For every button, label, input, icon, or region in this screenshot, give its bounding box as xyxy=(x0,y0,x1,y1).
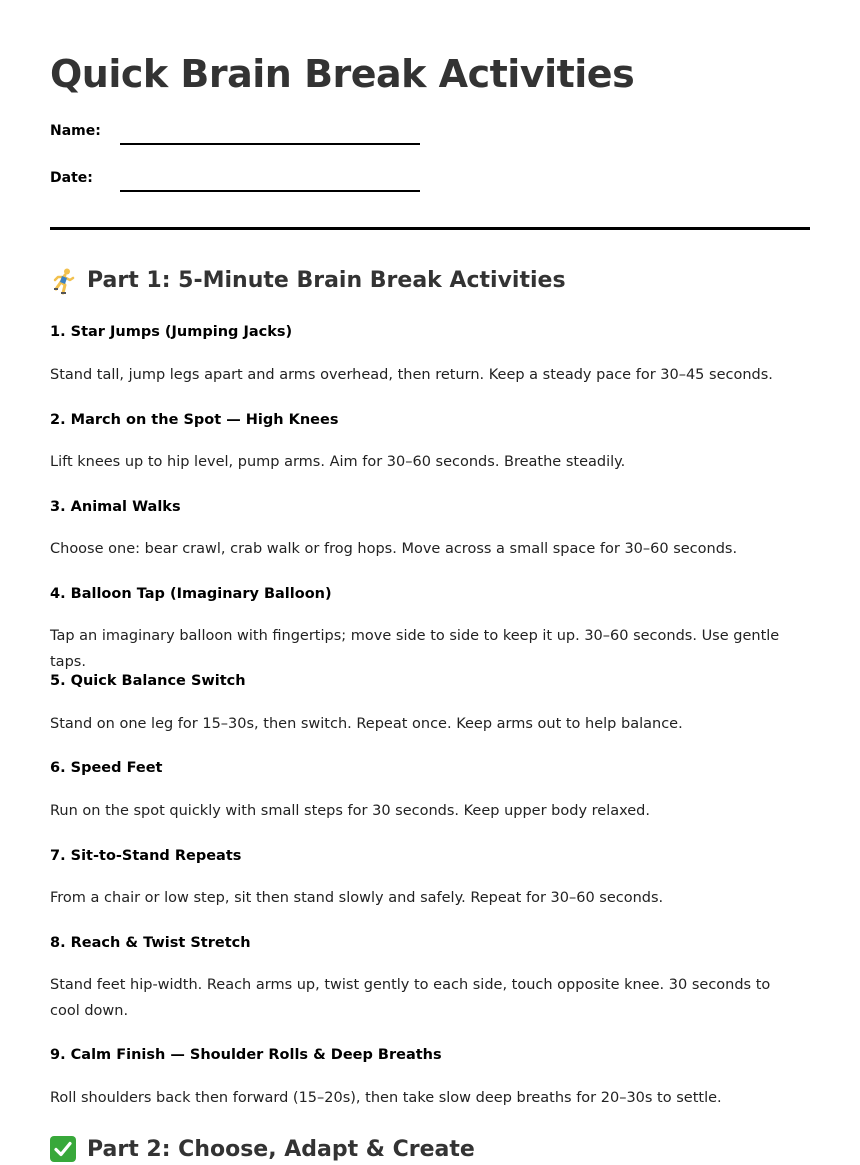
part1-heading-text: Part 1: 5-Minute Brain Break Activities xyxy=(87,268,566,293)
running-person-icon xyxy=(50,267,78,295)
activity-title: 1. Star Jumps (Jumping Jacks) xyxy=(50,324,293,340)
name-input-line[interactable] xyxy=(120,143,420,145)
activity-title: 6. Speed Feet xyxy=(50,760,163,776)
date-input-line[interactable] xyxy=(120,190,420,192)
activity-title: 5. Quick Balance Switch xyxy=(50,673,246,689)
date-label: Date: xyxy=(50,170,93,186)
activity-title: 9. Calm Finish — Shoulder Rolls & Deep Breaths xyxy=(50,1047,442,1063)
activity-title: 7. Sit-to-Stand Repeats xyxy=(50,848,242,864)
activity-description: From a chair or low step, sit then stand slowly and safely. Repeat for 30–60 seconds. xyxy=(50,890,664,906)
date-field xyxy=(50,169,470,199)
activity-description: Choose one: bear crawl, crab walk or frog hops. Move across a small space for 30–60 seconds. xyxy=(50,541,738,557)
part1-heading xyxy=(50,266,566,296)
name-field xyxy=(50,122,470,152)
part2-heading-text: Part 2: Choose, Adapt & Create xyxy=(87,1137,475,1162)
check-mark-button-icon xyxy=(50,1136,78,1164)
activity-title: 2. March on the Spot — High Knees xyxy=(50,412,339,428)
activity-title: 3. Animal Walks xyxy=(50,499,181,515)
activity-description: Roll shoulders back then forward (15–20s), then take slow deep breaths for 20–30s to settle. xyxy=(50,1090,722,1106)
activity-description: Tap an imaginary balloon with fingertips; move side to side to keep it up. 30–60 seconds. Use gentle taps. xyxy=(50,628,780,670)
activity-description: Stand on one leg for 15–30s, then switch. Repeat once. Keep arms out to help balance. xyxy=(50,716,683,732)
activity-description: Stand feet hip-width. Reach arms up, twist gently to each side, touch opposite knee. 30 seconds to cool down. xyxy=(50,977,771,1019)
name-label: Name: xyxy=(50,123,101,139)
activity-title: 8. Reach & Twist Stretch xyxy=(50,935,251,951)
activity-description: Run on the spot quickly with small steps for 30 seconds. Keep upper body relaxed. xyxy=(50,803,650,819)
activity-description: Lift knees up to hip level, pump arms. Aim for 30–60 seconds. Breathe steadily. xyxy=(50,454,626,470)
check-box-shape xyxy=(50,1136,76,1162)
page-title: Quick Brain Break Activities xyxy=(50,52,635,96)
section-divider xyxy=(50,227,810,230)
activity-title: 4. Balloon Tap (Imaginary Balloon) xyxy=(50,586,332,602)
activity-description: Stand tall, jump legs apart and arms overhead, then return. Keep a steady pace for 30–45 seconds. xyxy=(50,367,773,383)
